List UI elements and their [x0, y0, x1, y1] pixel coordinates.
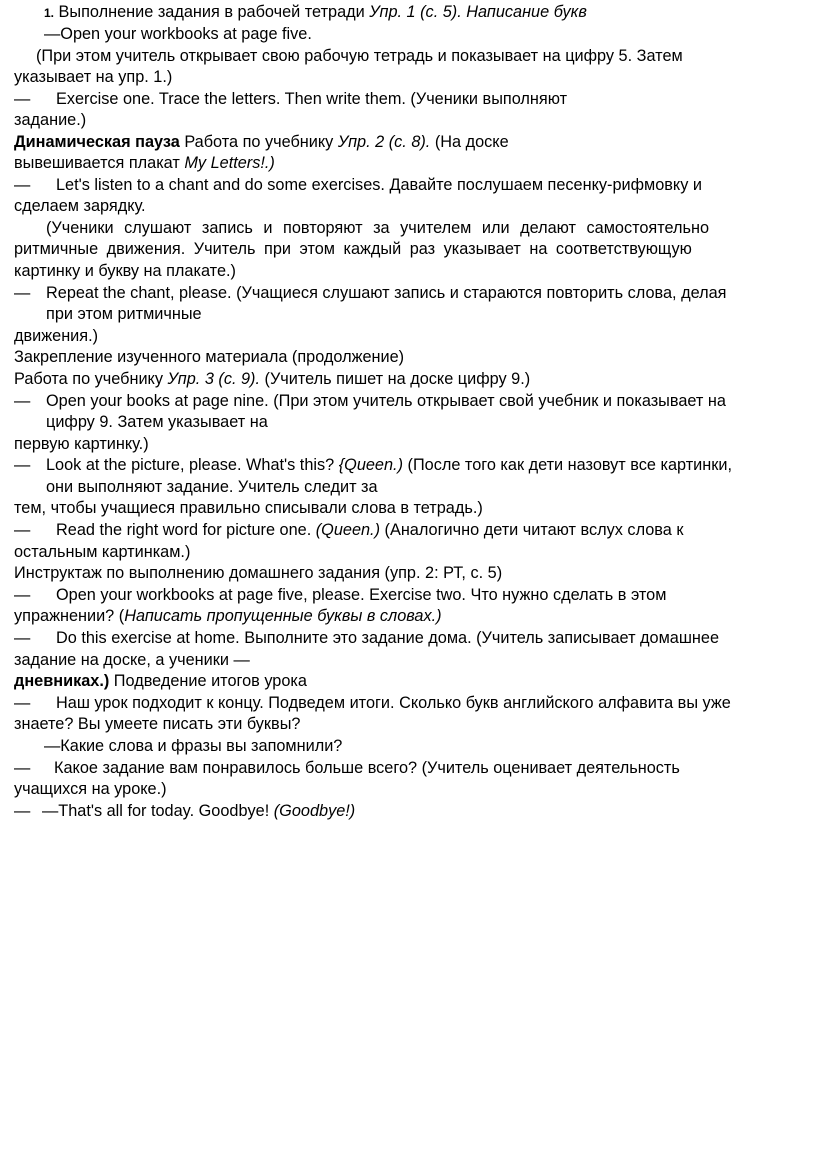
line-6: задание.)	[14, 111, 87, 129]
line-7: Динамическая пауза Работа по учебнику Упр. 2 (с. 8). (На доске	[14, 133, 509, 151]
line-5: — Exercise one. Trace the letters. Then write them. (Ученики выполняют	[14, 90, 568, 108]
line-33: — Наш урок подходит к концу. Подведем итоги. Сколько букв английского алфавита вы уже	[14, 694, 731, 712]
line-31: задание на доске, а ученики —	[14, 651, 250, 669]
line-24: тем, чтобы учащиеся правильно списывали слова в тетрадь.)	[14, 499, 483, 517]
line-28: — Open your workbooks at page five, please. Exercise two. Что нужно сделать в этом	[14, 586, 667, 604]
line-36: — Какое задание вам понравилось больше всего? (Учитель оценивает деятельность	[14, 759, 680, 777]
line-11: (Ученики слушают запись и повторяют за учителем или делают самостоятельно	[46, 219, 710, 237]
line-38: — —That's all for today. Goodbye! (Goodbye!)	[14, 802, 356, 820]
line-3: (При этом учитель открывает свою рабочую тетрадь и показывает на цифру 5. Затем	[36, 47, 683, 65]
line-34: знаете? Вы умеете писать эти буквы?	[14, 715, 301, 733]
line-18: Работа по учебнику Упр. 3 (с. 9). (Учитель пишет на доске цифру 9.)	[14, 370, 531, 388]
line-35: —Какие слова и фразы вы запомнили?	[44, 737, 343, 755]
line-12: ритмичные движения. Учитель при этом каждый раз указывает на соответствующую	[14, 240, 692, 258]
line-16: движения.)	[14, 327, 99, 345]
line-13: картинку и букву на плакате.)	[14, 262, 236, 280]
line-14: — Repeat the chant, please. (Учащиеся слушают запись и стараются повторить слова, делая	[14, 284, 727, 302]
line-20: цифру 9. Затем указывает на	[46, 413, 268, 431]
line-4: указывает на упр. 1.)	[14, 68, 173, 86]
line-32: дневниках.) Подведение итогов урока	[14, 672, 307, 690]
line-1: 1. Выполнение задания в рабочей тетради Упр. 1 (с. 5). Написание букв	[44, 3, 587, 21]
line-15: при этом ритмичные	[46, 305, 202, 323]
line-10: сделаем зарядку.	[14, 197, 146, 215]
line-30: — Do this exercise at home. Выполните это задание дома. (Учитель записывает домашнее	[14, 629, 720, 647]
line-19: — Open your books at page nine. (При этом учитель открывает свой учебник и показывает на	[14, 392, 726, 410]
line-21: первую картинку.)	[14, 435, 149, 453]
line-27: Инструктаж по выполнению домашнего задания (упр. 2: РТ, с. 5)	[14, 564, 503, 582]
line-17: Закрепление изученного материала (продолжение)	[14, 348, 405, 366]
line-37: учащихся на уроке.)	[14, 780, 167, 798]
line-22: — Look at the picture, please. What's this? {Queen.) (После того как дети назовут все картинки,	[14, 456, 732, 474]
line-23: они выполняют задание. Учитель следит за	[46, 478, 378, 496]
line-29: упражнении? (Написать пропущенные буквы в словах.)	[14, 607, 442, 625]
line-2: —Open your workbooks at page five.	[44, 25, 312, 43]
line-25: — Read the right word for picture one. (Queen.) (Аналогично дети читают вслух слова к	[14, 521, 684, 539]
line-8: вывешивается плакат My Letters!.)	[14, 154, 275, 172]
line-9: — Let's listen to a chant and do some exercises. Давайте послушаем песенку-рифмовку и	[14, 176, 702, 194]
line-26: остальным картинкам.)	[14, 543, 191, 561]
